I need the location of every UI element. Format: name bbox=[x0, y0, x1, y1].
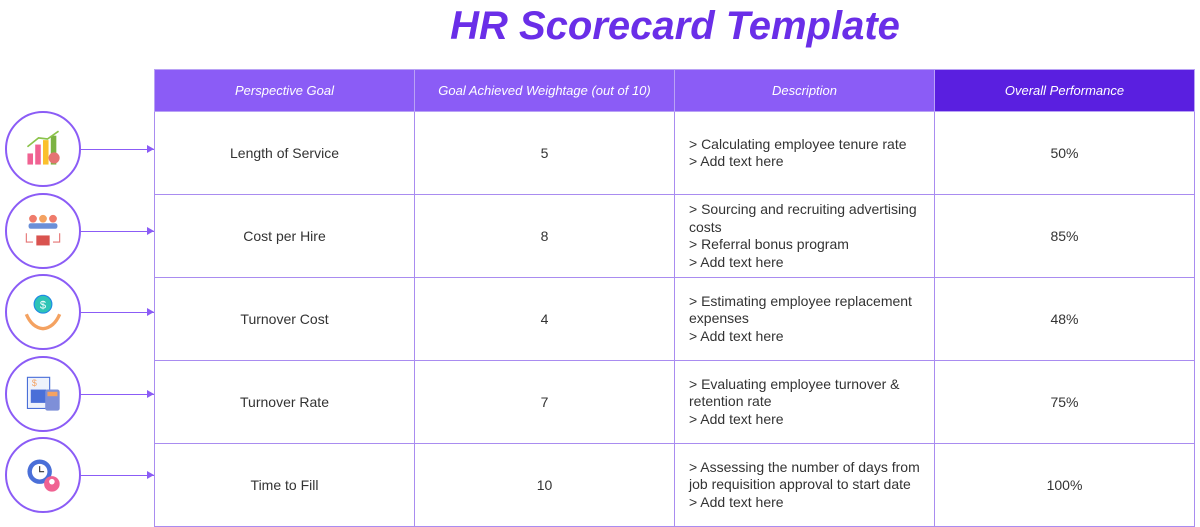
weightage-cell: 4 bbox=[415, 278, 675, 361]
goal-cell: Time to Fill bbox=[155, 444, 415, 527]
goal-cell: Turnover Cost bbox=[155, 278, 415, 361]
weightage-cell: 5 bbox=[415, 112, 675, 195]
goal-cell: Turnover Rate bbox=[155, 361, 415, 444]
description-cell bbox=[675, 444, 935, 527]
arrow-connector bbox=[80, 394, 154, 395]
weightage-cell: 7 bbox=[415, 361, 675, 444]
money-hands-icon bbox=[5, 274, 81, 350]
arrow-connector bbox=[80, 312, 154, 313]
table-row bbox=[155, 112, 1195, 195]
description-cell bbox=[675, 278, 935, 361]
header-perspective-goal: Perspective Goal bbox=[155, 70, 415, 112]
table-row bbox=[155, 361, 1195, 444]
description-cell bbox=[675, 112, 935, 195]
performance-cell: 48% bbox=[935, 278, 1195, 361]
performance-cell: 50% bbox=[935, 112, 1195, 195]
table-row bbox=[155, 278, 1195, 361]
goal-cell: Cost per Hire bbox=[155, 195, 415, 278]
arrow-connector bbox=[80, 149, 154, 150]
header-weightage: Goal Achieved Weightage (out of 10) bbox=[415, 70, 675, 112]
description-line: > Referral bonus program bbox=[689, 236, 849, 252]
header-description: Description bbox=[675, 70, 935, 112]
arrow-connector bbox=[80, 231, 154, 232]
header-overall-performance: Overall Performance bbox=[935, 70, 1195, 112]
description-line: > Add text here bbox=[689, 153, 784, 169]
description-line: > Add text here bbox=[689, 493, 784, 510]
performance-cell: 100% bbox=[935, 444, 1195, 527]
recruitment-icon bbox=[5, 193, 81, 269]
description-cell bbox=[675, 361, 935, 444]
description-line: > Add text here bbox=[689, 327, 784, 344]
page-title: HR Scorecard Template bbox=[450, 4, 900, 48]
clock-gear-user-icon bbox=[5, 437, 81, 513]
description-line: > Sourcing and recruiting advertising costs bbox=[689, 201, 917, 235]
svg-text:$: $ bbox=[31, 377, 37, 388]
weightage-cell: 10 bbox=[415, 444, 675, 527]
chart-growth-icon bbox=[5, 111, 81, 187]
description-line: > Add text here bbox=[689, 253, 784, 270]
performance-cell: 75% bbox=[935, 361, 1195, 444]
table-row bbox=[155, 195, 1195, 278]
svg-text:$: $ bbox=[39, 299, 47, 312]
description-line: > Calculating employee tenure rate bbox=[689, 135, 907, 152]
calculator-invoice-icon bbox=[5, 356, 81, 432]
description-cell bbox=[675, 195, 935, 278]
weightage-cell: 8 bbox=[415, 195, 675, 278]
table-row bbox=[155, 444, 1195, 527]
arrow-connector bbox=[80, 475, 154, 476]
description-line: > Evaluating employee turnover & retention rate bbox=[689, 375, 900, 410]
scorecard-table bbox=[154, 69, 1195, 527]
description-line: > Add text here bbox=[689, 410, 784, 427]
performance-cell: 85% bbox=[935, 195, 1195, 278]
description-line: > Estimating employee replacement expenses bbox=[689, 292, 912, 327]
description-line: > Assessing the number of days from job requisition approval to start date bbox=[689, 458, 920, 493]
goal-cell: Length of Service bbox=[155, 112, 415, 195]
